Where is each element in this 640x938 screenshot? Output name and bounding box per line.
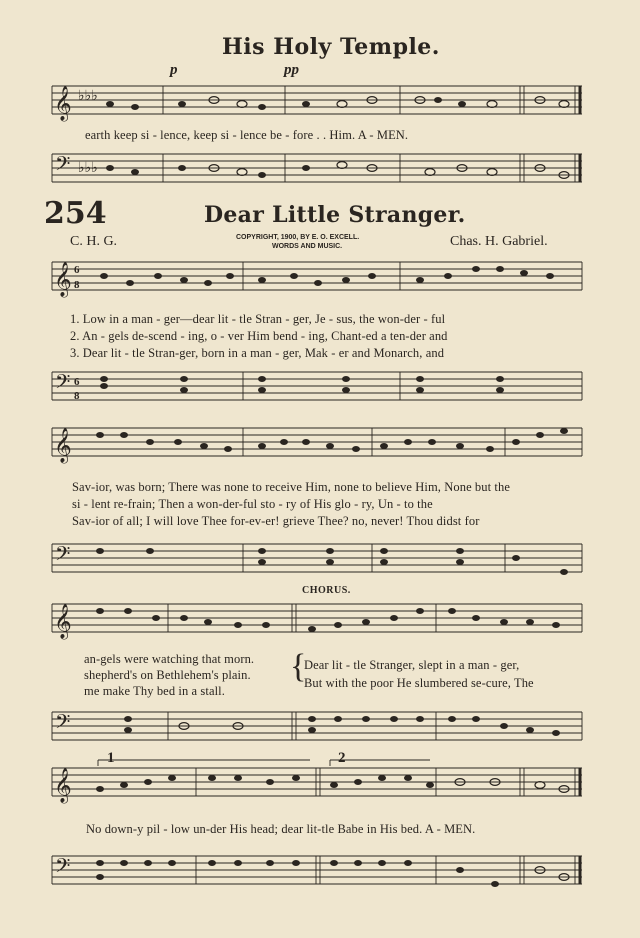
hymn-253-lyric: earth keep si - lence, keep si - lence be - fore . . Him. A - MEN. bbox=[85, 128, 409, 142]
hymn-number: 254 bbox=[44, 196, 107, 231]
svg-text:𝄢: 𝄢 bbox=[55, 854, 71, 882]
svg-text:𝄢: 𝄢 bbox=[55, 710, 71, 738]
svg-text:6: 6 bbox=[74, 376, 80, 388]
svg-text:𝄞: 𝄞 bbox=[54, 86, 72, 121]
svg-text:𝄞: 𝄞 bbox=[54, 604, 72, 639]
system-3-treble-staff bbox=[0, 596, 640, 648]
copyright-line-2: WORDS AND MUSIC. bbox=[272, 243, 343, 250]
svg-text:𝄞: 𝄞 bbox=[54, 428, 72, 463]
system-3-verse-3: me make Thy bed in a stall. bbox=[84, 684, 225, 698]
system-2-bass-staff bbox=[0, 536, 640, 586]
system-1-bass-staff bbox=[0, 366, 640, 410]
hymn-253-title: His Holy Temple. bbox=[222, 34, 440, 60]
svg-text:8: 8 bbox=[74, 390, 80, 402]
hymn-title: Dear Little Stranger. bbox=[204, 202, 466, 228]
system-2-treble-staff bbox=[0, 420, 640, 472]
system-4-lyric: No down-y pil - low un-der His head; dear lit-tle Babe in His bed. A - MEN. bbox=[86, 822, 476, 836]
system-1-verse-2: 2. An - gels de-scend - ing, o - ver Him bend - ing, Chant-ed a ten-der and bbox=[70, 329, 448, 343]
hymn-253-staff-bass bbox=[0, 150, 640, 196]
system-3-verse-2: shepherd's on Bethlehem's plain. bbox=[84, 668, 251, 682]
copyright-line-1: COPYRIGHT, 1900, BY E. O. EXCELL. bbox=[236, 234, 360, 241]
chorus-line-2: But with the poor He slumbered se-cure, The bbox=[304, 676, 534, 690]
system-4-treble-staff bbox=[0, 752, 640, 812]
first-ending-number: 1 bbox=[107, 750, 115, 766]
svg-text:𝄞: 𝄞 bbox=[54, 768, 72, 803]
chorus-brace: { bbox=[290, 648, 307, 685]
svg-text:𝄢: 𝄢 bbox=[55, 152, 71, 180]
system-3-verse-1: an-gels were watching that morn. bbox=[84, 652, 255, 666]
system-3-bass-staff bbox=[0, 704, 640, 754]
system-1-verse-1: 1. Low in a man - ger—dear lit - tle Stran - ger, Je - sus, the won-der - ful bbox=[70, 312, 446, 326]
system-2-verse-2: si - lent re-frain; Then a won-der-ful sto - ry of His glo - ry, Un - to the bbox=[72, 497, 433, 511]
chorus-line-1: Dear lit - tle Stranger, slept in a man - ger, bbox=[304, 658, 520, 672]
svg-text:8: 8 bbox=[74, 279, 80, 291]
hymn-253-staff-treble bbox=[0, 80, 640, 130]
svg-text:𝄢: 𝄢 bbox=[55, 542, 71, 570]
svg-text:♭♭♭: ♭♭♭ bbox=[78, 89, 98, 104]
system-2-verse-1: Sav-ior, was born; There was none to receive Him, none to believe Him, None but the bbox=[72, 480, 511, 494]
dynamic-piano: p bbox=[170, 62, 178, 78]
hymn-author: C. H. G. bbox=[70, 234, 118, 249]
system-1-treble-staff bbox=[0, 256, 640, 306]
second-ending-number: 2 bbox=[338, 750, 346, 766]
svg-text:♭♭♭: ♭♭♭ bbox=[78, 161, 98, 176]
svg-text:𝄞: 𝄞 bbox=[54, 262, 72, 297]
dynamic-pianissimo: pp bbox=[284, 62, 299, 78]
system-1-verse-3: 3. Dear lit - tle Stran-ger, born in a man - ger, Mak - er and Monarch, and bbox=[70, 346, 445, 360]
svg-text:6: 6 bbox=[74, 264, 80, 276]
system-4-bass-staff bbox=[0, 846, 640, 902]
hymn-composer: Chas. H. Gabriel. bbox=[450, 234, 548, 249]
system-2-verse-3: Sav-ior of all; I will love Thee for-ev-er! grieve Thee? no, never! Thou didst for bbox=[72, 514, 480, 528]
svg-text:𝄢: 𝄢 bbox=[55, 370, 71, 398]
chorus-label: CHORUS. bbox=[302, 585, 351, 596]
